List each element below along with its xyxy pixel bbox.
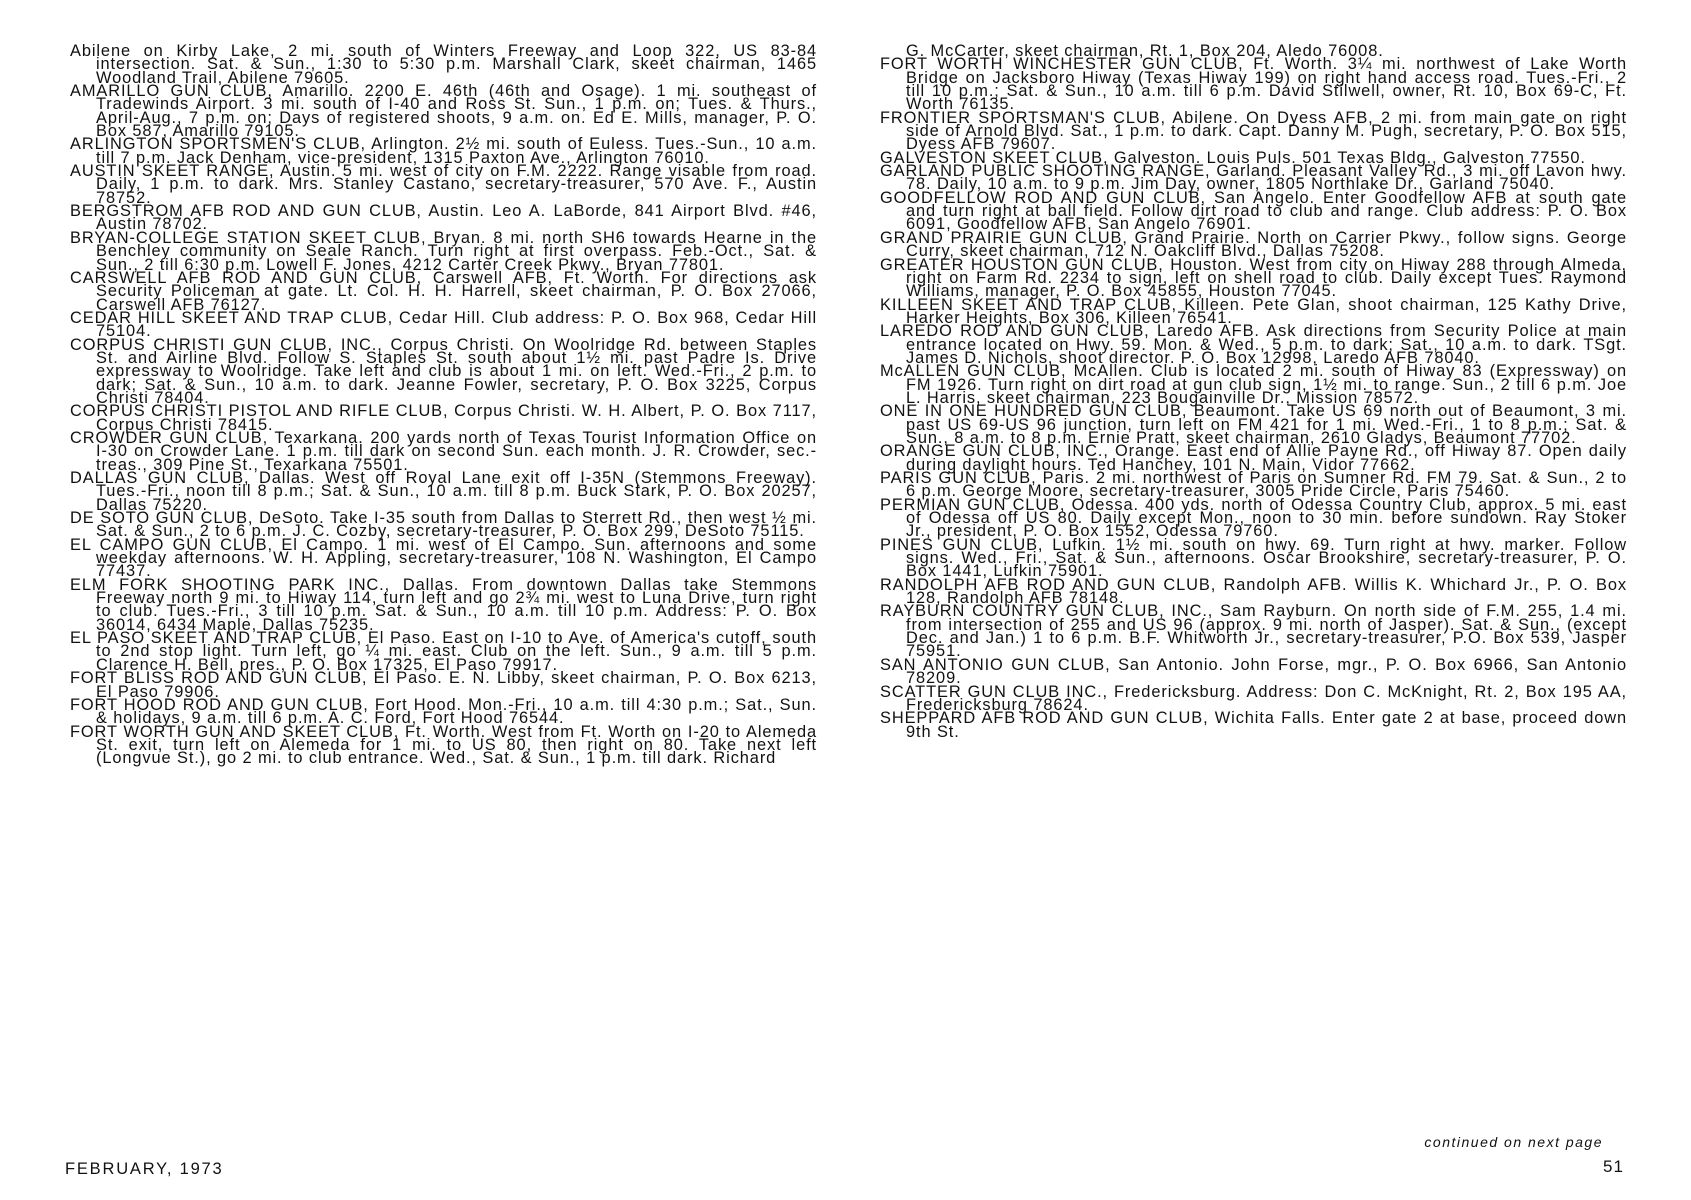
club-listing: SAN ANTONIO GUN CLUB, San Antonio. John Forse, mgr., P. O. Box 6966, San Antonio 78209.	[880, 655, 1627, 688]
club-listing: EL CAMPO GUN CLUB, El Campo. 1 mi. west of El Campo. Sun. afternoons and some weekday afternoons. W. H. Appling, secretary-treasurer, 108 N. Washington, El Campo 77437.	[70, 535, 817, 581]
club-listing: ORANGE GUN CLUB, INC., Orange. East end of Allie Payne Rd., off Hiway 87. Open daily during daylight hours. Ted Hanchey, 101 N. Main, Vidor 77662.	[880, 442, 1627, 474]
page-number: 51	[1603, 1157, 1624, 1176]
club-listing: BERGSTROM AFB ROD AND GUN CLUB, Austin. Leo A. LaBorde, 841 Airport Blvd. #46, Austin 78702.	[70, 202, 817, 234]
club-listing: ONE IN ONE HUNDRED GUN CLUB, Beaumont. Take US 69 north out of Beaumont, 3 mi. past US 69-US 96 junction, turn left on FM 421 for 1 mi. Wed.-Fri., 1 to 8 p.m.; Sat. & Sun., 8 a.m. to 8 p.m. Ernie Pratt, skeet chairman, 2610 Gladys, Beaumont 77702.	[880, 402, 1627, 447]
club-listing: GREATER HOUSTON GUN CLUB, Houston. West from city on Hiway 288 through Almeda, right on Farm Rd. 2234 to sign, left on shell road to club. Daily except Tues. Raymond Williams, manager, P. O. Box 45855, Houston 77045.	[880, 255, 1627, 301]
club-listing: FORT BLISS ROD AND GUN CLUB, El Paso. E. N. Libby, skeet chairman, P. O. Box 6213, El Paso 79906.	[70, 669, 817, 701]
club-listing: FORT WORTH GUN AND SKEET CLUB, Ft. Worth. West from Ft. Worth on I-20 to Alemeda St. exit, turn left on Alemeda for 1 mi. to US 80, then right on 80. Take next left (Longvue St.), go 2 mi. to club entrance. Wed., Sat. & Sun., 1 p.m. till dark. Richard	[70, 722, 817, 768]
right-column	[880, 42, 1627, 741]
left-column	[70, 42, 817, 768]
club-listing: FORT HOOD ROD AND GUN CLUB, Fort Hood. Mon.-Fri., 10 a.m. till 4:30 p.m.; Sat., Sun. & holidays, 9 a.m. till 6 p.m. A. C. Ford, Fort Hood 76544.	[70, 695, 817, 728]
club-listing: KILLEEN SKEET AND TRAP CLUB, Killeen. Pete Glan, shoot chairman, 125 Kathy Drive, Harker Heights, Box 306, Killeen 76541.	[880, 295, 1627, 327]
club-listing: CARSWELL AFB ROD AND GUN CLUB, Carswell AFB, Ft. Worth. For directions ask Security Policeman at gate. Lt. Col. H. H. Harrell, skeet chairman, P. O. Box 27066, Carswell AFB 76127.	[70, 268, 817, 314]
club-listing: Abilene on Kirby Lake, 2 mi. south of Winters Freeway and Loop 322, US 83-84 intersection. Sat. & Sun., 1:30 to 5:30 p.m. Marshall Clark, skeet chairman, 1465 Woodland Trail, Abilene 79605.	[70, 42, 817, 87]
issue-date: FEBRUARY, 1973	[65, 1160, 224, 1178]
club-listing: AUSTIN SKEET RANGE, Austin. 5 mi. west of city on F.M. 2222. Range visable from road. Daily, 1 p.m. to dark. Mrs. Stanley Castano, secretary-treasurer, 570 Ave. F., Austin 78752.	[70, 162, 817, 207]
club-listing: BRYAN-COLLEGE STATION SKEET CLUB, Bryan. 8 mi. north SH6 towards Hearne in the Benchley community on Seale Ranch. Turn right at first overpass. Feb.-Oct., Sat. & Sun., 2 till 6:30 p.m. Lowell F. Jones, 4212 Carter Creek Pkwy., Bryan 77801.	[70, 228, 817, 274]
club-listing: McALLEN GUN CLUB, McAllen. Club is located 2 mi. south of Hiway 83 (Expressway) on FM 1926. Turn right on dirt road at gun club sign, 1½ mi. to range. Sun., 2 till 6 p.m. Joe L. Harris, skeet chairman, 223 Bougainville Dr., Mission 78572.	[880, 362, 1627, 407]
club-listing: DALLAS GUN CLUB, Dallas. West off Royal Lane exit off I-35N (Stemmons Freeway). Tues.-Fri., noon till 8 p.m.; Sat. & Sun., 10 a.m. till 8 p.m. Buck Stark, P. O. Box 20257, Dallas 75220.	[70, 469, 817, 514]
club-listing: EL PASO SKEET AND TRAP CLUB, El Paso. East on I-10 to Ave. of America's cutoff, south to 2nd stop light. Turn left, go ¼ mi. east. Club on the left. Sun., 9 a.m. till 5 p.m. Clarence H. Bell, pres., P. O. Box 17325, El Paso 79917.	[70, 629, 817, 674]
club-listing: PARIS GUN CLUB, Paris. 2 mi. northwest of Paris on Sumner Rd. FM 79. Sat. & Sun., 2 to 6 p.m. George Moore, secretary-treasurer, 3005 Pride Circle, Paris 75460.	[880, 469, 1627, 501]
club-listing: AMARILLO GUN CLUB, Amarillo. 2200 E. 46th (46th and Osage). 1 mi. southeast of Tradewinds Airport. 3 mi. south of I-40 and Ross St. Sun., 1 p.m. on; Tues. & Thurs., April-Aug., 7 p.m. on; Days of registered shoots, 9 a.m. on. Ed E. Mills, manager, P. O. Box 587, Amarillo 79105.	[70, 82, 817, 141]
club-listing: ARLINGTON SPORTSMEN'S CLUB, Arlington. 2½ mi. south of Euless. Tues.-Sun., 10 a.m. till 7 p.m. Jack Denham, vice-president, 1315 Paxton Ave., Arlington 76010.	[70, 135, 817, 167]
club-listing: GOODFELLOW ROD AND GUN CLUB, San Angelo. Enter Goodfellow AFB at south gate and turn right at ball field. Follow dirt road to club and range. Club address: P. O. Box 6091, Goodfellow AFB, San Angelo 76901.	[880, 188, 1627, 234]
club-listing: ELM FORK SHOOTING PARK INC., Dallas. From downtown Dallas take Stemmons Freeway north 9 mi. to Hiway 114, turn left and go 2¾ mi. west to Luna Drive, turn right to club. Tues.-Fri., 3 till 10 p.m. Sat. & Sun., 10 a.m. till 10 p.m. Address: P. O. Box 36014, 6434 Maple, Dallas 75235.	[70, 575, 817, 634]
club-listing: GARLAND PUBLIC SHOOTING RANGE, Garland. Pleasant Valley Rd., 3 mi. off Lavon hwy. 78. Daily, 10 a.m. to 9 p.m. Jim Day, owner, 1805 Northlake Dr., Garland 75040.	[880, 162, 1627, 194]
club-listing: GRAND PRAIRIE GUN CLUB, Grand Prairie. North on Carrier Pkwy., follow signs. George Curry, skeet chairman, 712 N. Oakcliff Blvd., Dallas 75208.	[880, 228, 1627, 261]
club-listing: PINES GUN CLUB, Lufkin. 1½ mi. south on hwy. 69. Turn right at hwy. marker. Follow signs. Wed., Fri., Sat. & Sun., afternoons. Oscar Brookshire, secretary-treasurer, P. O. Box 1441, Lufkin 75901.	[880, 535, 1627, 581]
club-listing: CROWDER GUN CLUB, Texarkana. 200 yards north of Texas Tourist Information Office on I-30 on Crowder Lane. 1 p.m. till dark on second Sun. each month. J. R. Crowder, sec.-treas., 309 Pine St., Texarkana 75501.	[70, 428, 817, 474]
club-listing: PERMIAN GUN CLUB, Odessa. 400 yds. north of Odessa Country Club, approx. 5 mi. east of Odessa off US 80. Daily except Mon., noon to 30 min. before sundown. Ray Stoker Jr., president, P. O. Box 1552, Odessa 79760.	[880, 495, 1627, 541]
club-listing: GALVESTON SKEET CLUB, Galveston. Louis Puls. 501 Texas Bldg., Galveston 77550.	[880, 148, 1586, 167]
club-listing: RAYBURN COUNTRY GUN CLUB, INC., Sam Rayburn. On north side of F.M. 255, 1.4 mi. from intersection of 255 and US 96 (approx. 9 mi. north of Jasper). Sat. & Sun., (except Dec. and Jan.) 1 to 6 p.m. B.F. Whitworth Jr., secretary-treasurer, P.O. Box 539, Jasper 75951.	[880, 602, 1627, 661]
club-listing: LAREDO ROD AND GUN CLUB, Laredo AFB. Ask directions from Security Police at main entrance located on Hwy. 59. Mon. & Wed., 5 p.m. to dark; Sat., 10 a.m. to dark. TSgt. James D. Nichols, shoot director. P. O. Box 12998, Laredo AFB 78040.	[880, 322, 1627, 367]
club-listing: CORPUS CHRISTI GUN CLUB, INC., Corpus Christi. On Woolridge Rd. between Staples St. and Airline Blvd. Follow S. Staples St. south about 1½ mi. past Padre Is. Drive expressway to Woolridge. Take left and club is about 1 mi. on left. Wed.-Fri., 2 p.m. to dark; Sat. & Sun., 10 a.m. to dark. Jeanne Fowler, secretary, P. O. Box 3225, Corpus Christi 78404.	[70, 335, 817, 407]
continued-note: continued on next page	[1424, 1134, 1603, 1150]
club-listing: FRONTIER SPORTSMAN'S CLUB, Abilene. On Dyess AFB, 2 mi. from main gate on right side of Arnold Blvd. Sat., 1 p.m. to dark. Capt. Danny M. Pugh, secretary, P. O. Box 515, Dyess AFB 79607.	[880, 108, 1627, 154]
club-listing: CORPUS CHRISTI PISTOL AND RIFLE CLUB, Corpus Christi. W. H. Albert, P. O. Box 7117, Corpus Christi 78415.	[70, 402, 817, 434]
club-listing: SCATTER GUN CLUB INC., Fredericksburg. Address: Don C. McKnight, Rt. 2, Box 195 AA, Fredericksburg 78624.	[880, 682, 1627, 714]
club-listing: CEDAR HILL SKEET AND TRAP CLUB, Cedar Hill. Club address: P. O. Box 968, Cedar Hill 75104.	[70, 308, 817, 341]
club-listing: G. McCarter, skeet chairman, Rt. 1, Box 204, Aledo 76008.	[906, 42, 1384, 60]
club-listing: FORT WORTH WINCHESTER GUN CLUB, Ft. Worth. 3¼ mi. northwest of Lake Worth Bridge on Jacksboro Hiway (Texas Hiway 199) on right hand access road. Tues.-Fri., 2 till 10 p.m.; Sat. & Sun., 10 a.m. till 6 p.m. David Stilwell, owner, Rt. 10, Box 69-C, Ft. Worth 76135.	[880, 55, 1627, 114]
club-listing: DE SOTO GUN CLUB, DeSoto. Take I-35 south from Dallas to Sterrett Rd., then west ½ mi. Sat. & Sun., 2 to 6 p.m. J. C. Cozby, secretary-treasurer, P. O. Box 299, DeSoto 75115.	[70, 509, 817, 541]
club-listing: RANDOLPH AFB ROD AND GUN CLUB, Randolph AFB. Willis K. Whichard Jr., P. O. Box 128, Randolph AFB 78148.	[880, 575, 1627, 608]
club-listing: SHEPPARD AFB ROD AND GUN CLUB, Wichita Falls. Enter gate 2 at base, proceed down 9th St.	[880, 709, 1627, 741]
